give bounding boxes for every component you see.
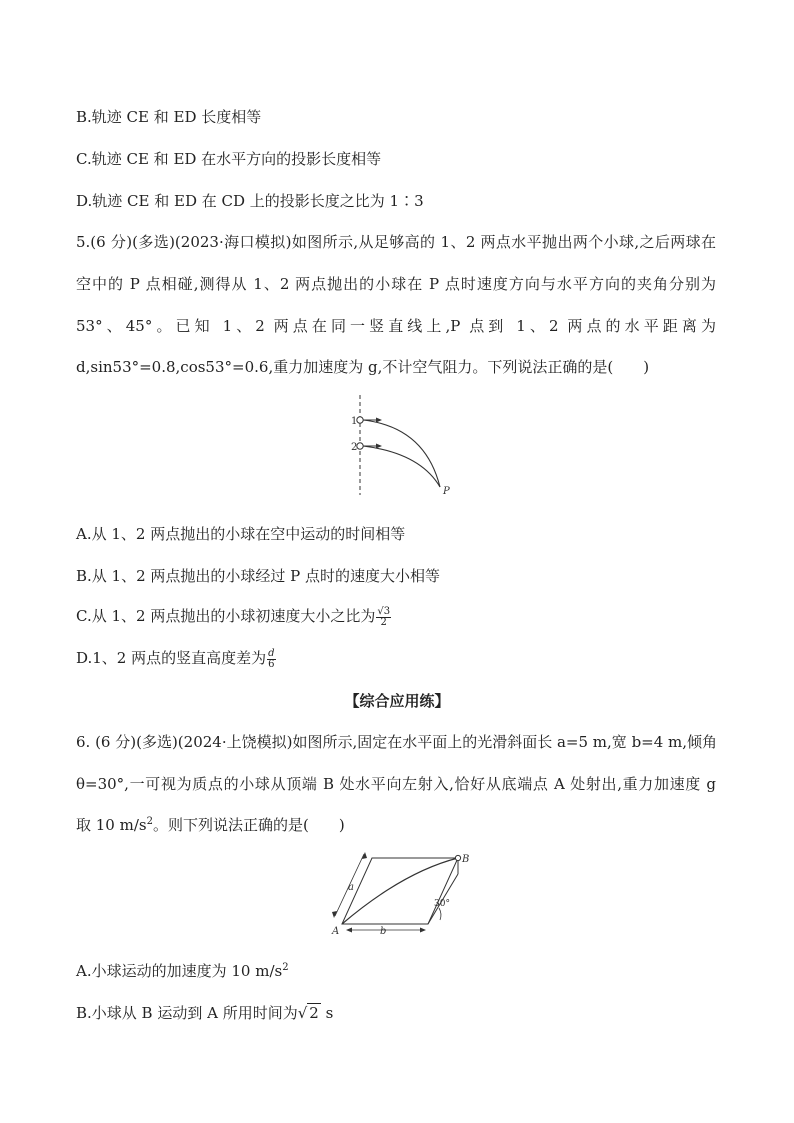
q5-option-c: [76, 605, 392, 628]
q5-option-c-fraction: $\frac{√3}{2}$: [377, 605, 391, 628]
q5-label-1: 1: [351, 416, 358, 427]
q4-option-d: D.轨迹 CE 和 ED 在 CD 上的投影长度之比为 1∶3: [76, 192, 424, 210]
q6-label-A: A: [332, 926, 340, 937]
q5-stem-line1: 5.(6 分)(多选)(2023·海口模拟)如图所示,从足够高的 1、2 两点水平抛出两个小球,之后两球在: [76, 233, 716, 251]
q5-option-b: B.从 1、2 两点抛出的小球经过 P 点时的速度大小相等: [76, 567, 441, 585]
q6-stem-line2: θ=30°,一可视为质点的小球从顶端 B 处水平向左射入,恰好从底端点 A 处射出,重力加速度 g: [76, 775, 716, 793]
q6-stem-line1: 6. (6 分)(多选)(2024·上饶模拟)如图所示,固定在水平面上的光滑斜面长 a=5 m,宽 b=4 m,倾角: [76, 733, 718, 751]
q5-option-a: A.从 1、2 两点抛出的小球在空中运动的时间相等: [76, 525, 406, 543]
q6-option-a: A.小球运动的加速度为 10 $m/s^2$: [76, 962, 289, 980]
q4-option-c: C.轨迹 CE 和 ED 在水平方向的投影长度相等: [76, 150, 382, 168]
q6-label-b: b: [380, 926, 387, 937]
q6-label-angle: 30°: [434, 899, 450, 909]
q5-stem-line2: 空中的 P 点相碰,测得从 1、2 两点抛出的小球在 P 点时速度方向与水平方向的夹角分别为: [76, 275, 716, 293]
section-title: 【综合应用练】: [344, 692, 450, 710]
q6-label-B: B: [462, 854, 470, 865]
q5-option-d-fraction: $\frac{d}{6}$: [268, 647, 275, 670]
q5-option-d-text: D.1、2 两点的竖直高度差为: [76, 649, 267, 667]
q6-option-b: B.小球从 B 运动到 A 所用时间为√ 2 s: [76, 1004, 334, 1022]
q5-option-d: [76, 647, 277, 670]
q5-stem-line4: d,sin53°=0.8,cos53°=0.6,重力加速度为 g,不计空气阻力。下列说法正确的是( ): [76, 358, 650, 376]
q6-incline-figure: [328, 850, 478, 940]
q6-stem-line3: 取 10 $m/s^2$。则下列说法正确的是( ): [76, 816, 345, 834]
q5-figure: [330, 395, 470, 505]
q5-stem-line3: 53°、45°。已知 1、2 两点在同一竖直线上,P 点到 1、2 两点的水平距离为: [76, 317, 716, 335]
q5-label-2: 2: [351, 442, 358, 453]
q4-option-b: B.轨迹 CE 和 ED 长度相等: [76, 108, 262, 126]
q6-label-a: a: [348, 882, 354, 893]
q5-option-c-text: C.从 1、2 两点抛出的小球初速度大小之比为: [76, 607, 376, 625]
q5-label-p: P: [443, 486, 450, 497]
q6-option-b-sqrt: √ 2: [297, 1004, 319, 1022]
